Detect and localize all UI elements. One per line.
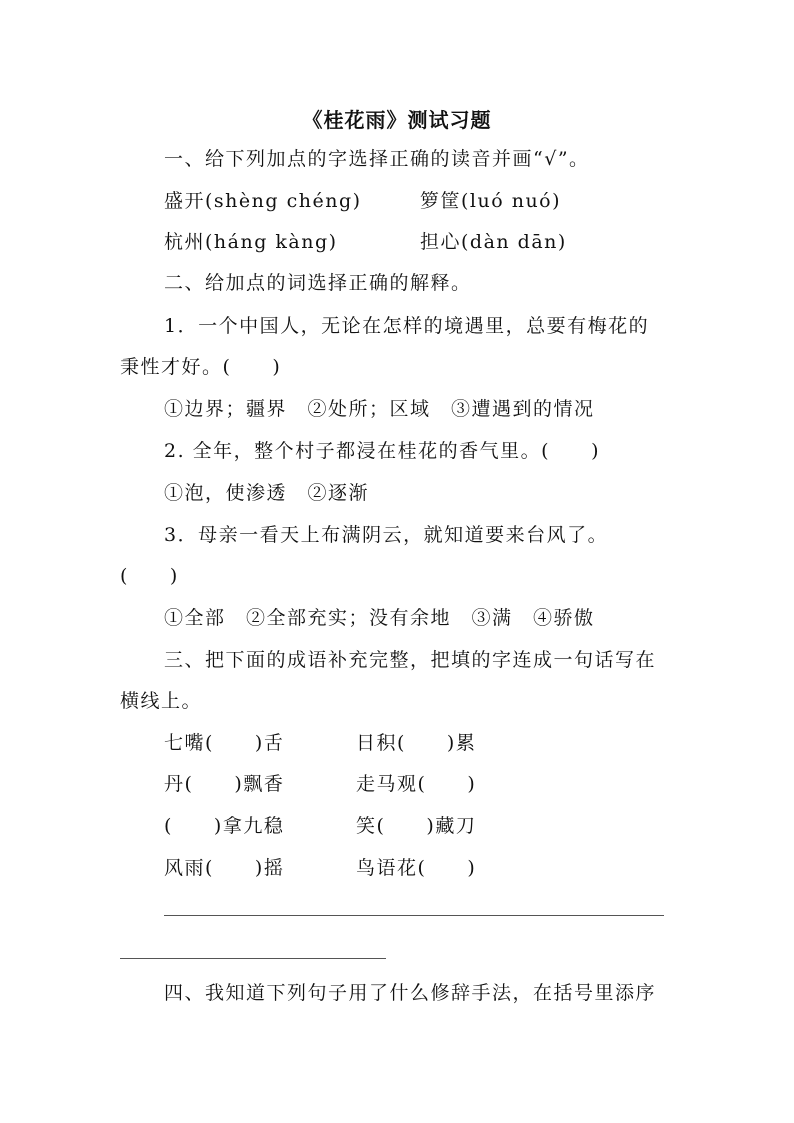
idiom-5: ( )拿九稳	[164, 815, 285, 837]
section2-q1-line2: 秉性才好。( )	[120, 356, 282, 378]
section3-heading-line1: 三、把下面的成语补充完整，把填的字连成一句话写在	[164, 649, 657, 671]
section4-heading: 四、我知道下列句子用了什么修辞手法，在括号里添序	[164, 982, 657, 1004]
idiom-6: 笑( )藏刀	[356, 815, 477, 837]
section2-q1-line1: 1．一个中国人，无论在怎样的境遇里，总要有梅花的	[164, 315, 650, 337]
answer-line-2[interactable]	[120, 958, 386, 959]
section2-heading: 二、给加点的词选择正确的解释。	[164, 272, 472, 294]
section1-heading: 一、给下列加点的字选择正确的读音并画“√”。	[164, 148, 590, 170]
section2-q2-options: ①泡，使渗透 ②逐渐	[164, 482, 370, 504]
idiom-8: 鸟语花( )	[356, 857, 477, 879]
idiom-1: 七嘴( )舌	[164, 732, 285, 754]
idiom-7: 风雨( )摇	[164, 857, 285, 879]
idiom-3: 丹( )飘香	[164, 773, 285, 795]
pinyin-item-1: 盛开(shèng chéng)	[164, 190, 362, 212]
section2-q3-line1: 3．母亲一看天上布满阴云，就知道要来台风了。	[164, 524, 609, 546]
section2-q3-line2: ( )	[120, 565, 179, 587]
page-title: 《桂花雨》测试习题	[302, 108, 492, 132]
answer-line-1[interactable]	[164, 915, 664, 916]
section2-q1-options: ①边界；疆界 ②处所；区域 ③遭遇到的情况	[164, 398, 595, 420]
section2-q3-options: ①全部 ②全部充实；没有余地 ③满 ④骄傲	[164, 607, 595, 629]
idiom-4: 走马观( )	[356, 773, 477, 795]
section2-q2: 2. 全年，整个村子都浸在桂花的香气里。( )	[164, 440, 600, 462]
section3-heading-line2: 横线上。	[120, 690, 203, 712]
pinyin-item-4: 担心(dàn dān)	[420, 231, 567, 253]
idiom-2: 日积( )累	[356, 732, 477, 754]
pinyin-item-3: 杭州(háng kàng)	[164, 231, 338, 253]
pinyin-item-2: 箩筐(luó nuó)	[420, 190, 562, 212]
